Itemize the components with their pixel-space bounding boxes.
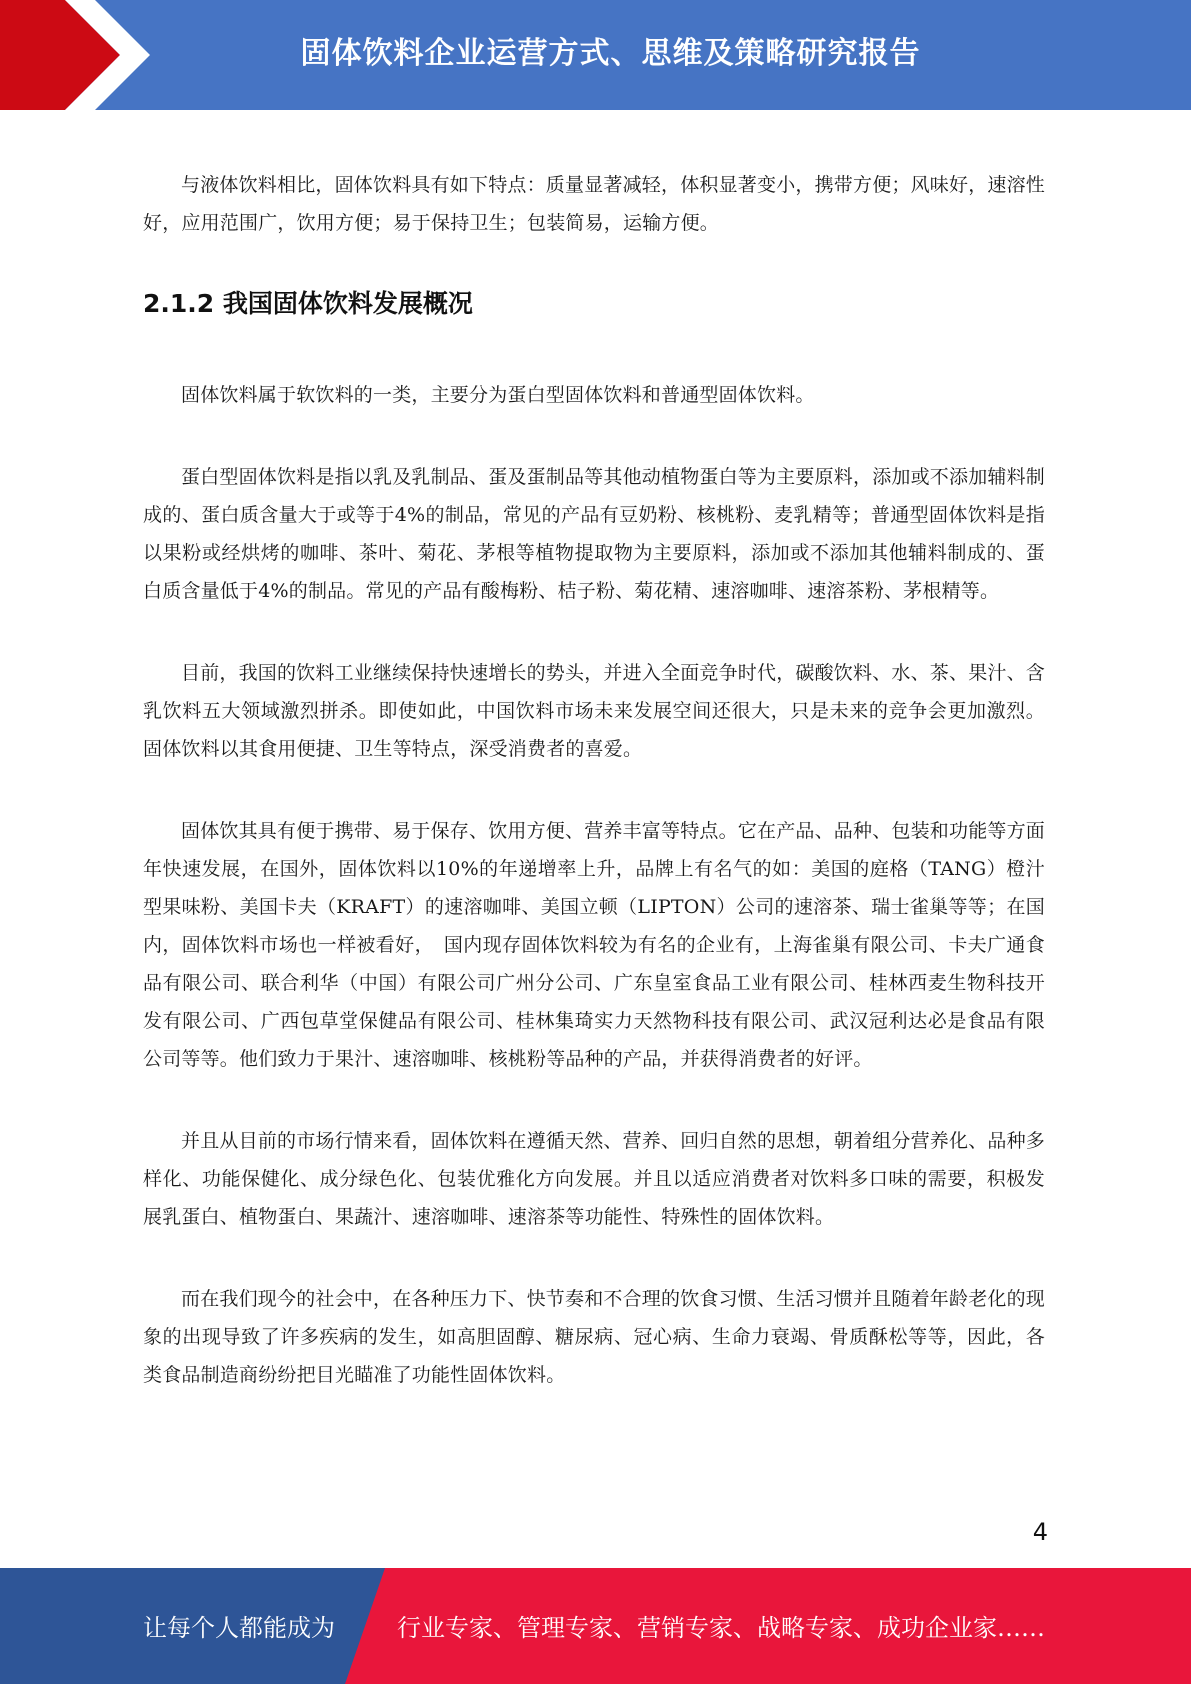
- section-heading: 2.1.2 我国固体饮料发展概况: [143, 289, 473, 318]
- paragraph-definitions: 蛋白型固体饮料是指以乳及乳制品、蛋及蛋制品等其他动植物蛋白等为主要原料，添加或不添加辅料制成的、蛋白质含量大于或等于4%的制品，常见的产品有豆奶粉、核桃粉、麦乳精等；普通型固体饮料是指以果粉或经烘烤的咖啡、茶叶、菊花、茅根等植物提取物为主要原料，添加或不添加其他辅料制成的、蛋白质含量低于4%的制品。常见的产品有酸梅粉、桔子粉、菊花精、速溶咖啡、速溶茶粉、茅根精等。: [143, 466, 1046, 602]
- footer-banner: [0, 1568, 1191, 1684]
- paragraph-features: 与液体饮料相比，固体饮料具有如下特点：质量显著减轻，体积显著变小，携带方便；风味好，速溶性好，应用范围广，饮用方便；易于保持卫生；包装简易，运输方便。: [143, 174, 1046, 234]
- paragraph-trends: 并且从目前的市场行情来看，固体饮料在遵循天然、营养、回归自然的思想，朝着组分营养化、品种多样化、功能保健化、成分绿色化、包装优雅化方向发展。并且以适应消费者对饮料多口味的需要，积极发展乳蛋白、植物蛋白、果蔬汁、速溶咖啡、速溶茶等功能性、特殊性的固体饮料。: [143, 1130, 1046, 1228]
- footer-slogan-left: 让每个人都能成为: [143, 1614, 335, 1642]
- header-banner: [0, 0, 1191, 110]
- paragraph-market-status: 目前，我国的饮料工业继续保持快速增长的势头，并进入全面竞争时代，碳酸饮料、水、茶、果汁、含乳饮料五大领域激烈拼杀。即使如此，中国饮料市场未来发展空间还很大，只是未来的竞争会更加激烈。固体饮料以其食用便捷、卫生等特点，深受消费者的喜爱。: [143, 662, 1046, 760]
- paragraph-classification: 固体饮料属于软饮料的一类，主要分为蛋白型固体饮料和普通型固体饮料。: [181, 384, 815, 406]
- report-body: [143, 166, 1045, 1438]
- page-number: 4: [1032, 1518, 1048, 1546]
- paragraph-brands: 固体饮其具有便于携带、易于保存、饮用方便、营养丰富等特点。它在产品、品种、包装和功能等方面年快速发展，在国外，固体饮料以10%的年递增率上升，品牌上有名气的如：美国的庭格（TANG）橙汁型果味粉、美国卡夫（KRAFT）的速溶咖啡、美国立顿（LIPTON）公司的速溶茶、瑞士雀巢等等；在国内，固体饮料市场也一样被看好， 国内现存固体饮料较为有名的企业有，上海雀巢有限公司、卡夫广通食品有限公司、联合利华（中国）有限公司广州分公司、广东皇室食品工业有限公司、桂林西麦生物科技开发有限公司、广西包草堂保健品有限公司、桂林集琦实力天然物科技有限公司、武汉冠利达必是食品有限公司等等。他们致力于果汁、速溶咖啡、核桃粉等品种的产品，并获得消费者的好评。: [143, 820, 1046, 1070]
- footer-slogan-right: 行业专家、管理专家、营销专家、战略专家、成功企业家……: [397, 1614, 1045, 1642]
- paragraph-functional-drinks: 而在我们现今的社会中，在各种压力下、快节奏和不合理的饮食习惯、生活习惯并且随着年龄老化的现象的出现导致了许多疾病的发生，如高胆固醇、糖尿病、冠心病、生命力衰竭、骨质酥松等等，因此，各类食品制造商纷纷把目光瞄准了功能性固体饮料。: [143, 1288, 1046, 1386]
- document-title: 固体饮料企业运营方式、思维及策略研究报告: [300, 36, 921, 71]
